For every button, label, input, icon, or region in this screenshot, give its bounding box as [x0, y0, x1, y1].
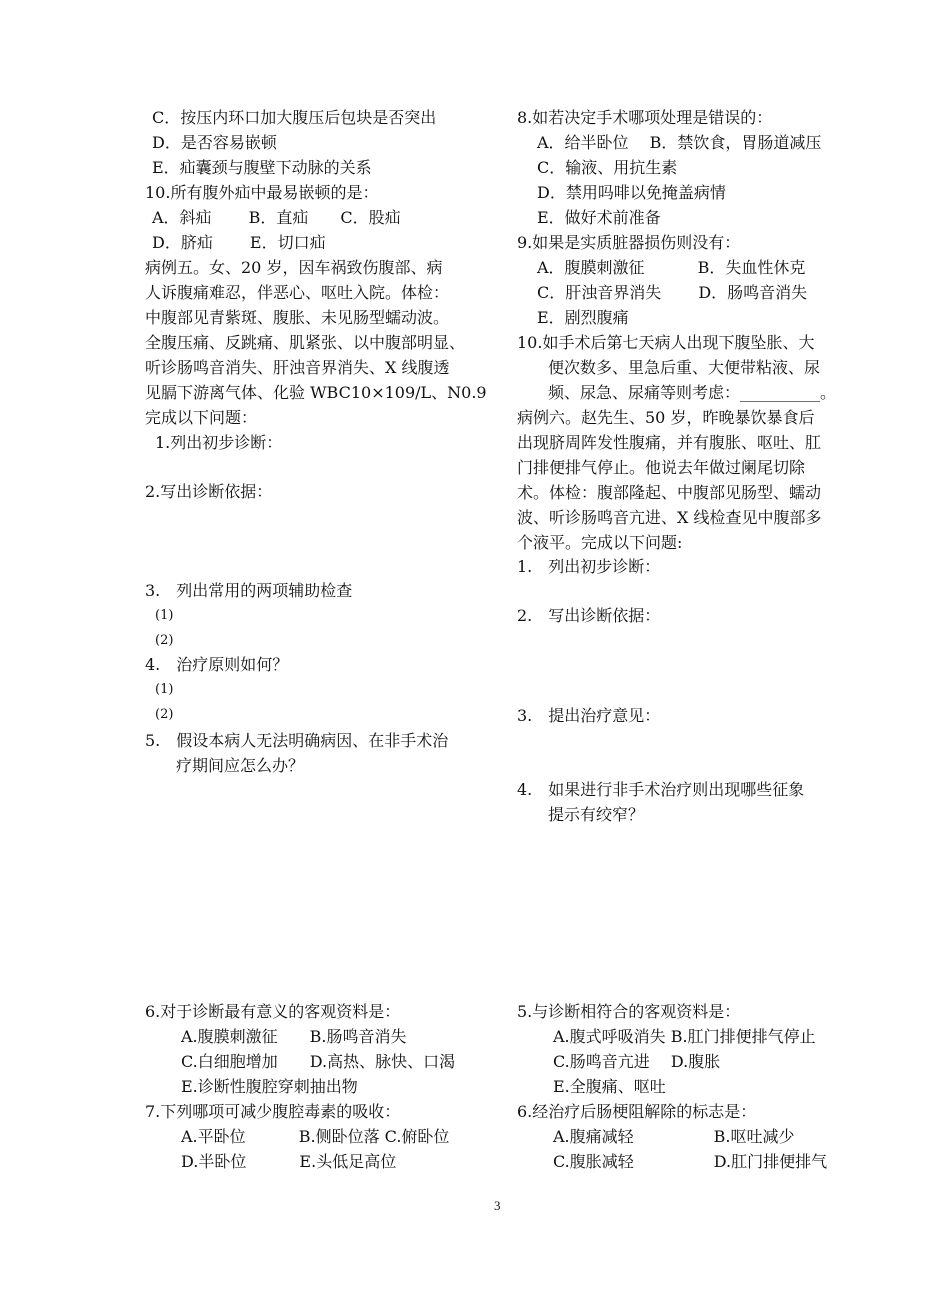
question-title: 2.写出诊断依据： [145, 482, 273, 501]
question-title: 8.如若决定手术哪项处理是错误的： [517, 108, 773, 127]
answer-options: E.全腹痛、呕吐 [553, 1077, 666, 1096]
answer-blank: (1) [155, 608, 174, 623]
case-text: 见膈下游离气体、化验 WBC10×109/L、N0.9 [145, 383, 487, 402]
case-text: 病例五。女、20 岁，因车祸致伤腹部、病 [145, 258, 443, 277]
question-title: 4. 如果进行非手术治疗则出现哪些征象 [517, 780, 805, 799]
question-title: 3. 提出治疗意见： [517, 706, 661, 725]
question-title: 3. 列出常用的两项辅助检查 [145, 581, 353, 600]
answer-options: A.腹膜刺激征 B.肠鸣音消失 [181, 1027, 407, 1046]
answer-options: C．输液、用抗生素 [537, 158, 678, 177]
question-title: 5.与诊断相符合的客观资料是： [517, 1002, 741, 1021]
case-text: 出现脐周阵发性腹痛，并有腹胀、呕吐、肛 [517, 433, 822, 452]
question-title: 2. 写出诊断依据： [517, 606, 661, 625]
case-text: 完成以下问题： [145, 408, 258, 427]
question-title: 频、尿急、尿痛等则考虑：__________。 [548, 383, 837, 402]
case-text: 波、听诊肠鸣音亢进、X 线检查见中腹部多 [517, 508, 822, 527]
question-title: 7.下列哪项可减少腹腔毒素的吸收： [145, 1102, 401, 1121]
answer-options: E．剧烈腹痛 [537, 308, 629, 327]
question-title: 疗期间应怎么办？ [176, 756, 305, 775]
answer-options: E.诊断性腹腔穿刺抽出物 [181, 1077, 358, 1096]
question-title: 6.对于诊断最有意义的客观资料是： [145, 1002, 401, 1021]
answer-options: A.腹式呼吸消失 B.肛门排便排气停止 [553, 1027, 816, 1046]
answer-options: D.半卧位 E.头低足高位 [181, 1152, 397, 1171]
answer-options: E．做好术前准备 [537, 208, 661, 227]
answer-blank: (2) [155, 633, 174, 648]
case-text: 个液平。完成以下问题: [517, 533, 683, 552]
answer-options: A．斜疝 B．直疝 C．股疝 [152, 208, 401, 227]
question-title: 1. 列出初步诊断： [517, 557, 661, 576]
case-text: 听诊肠鸣音消失、肝浊音界消失、X 线腹透 [145, 358, 450, 377]
question-title: 10.如手术后第七天病人出现下腹坠胀、大 [517, 333, 815, 352]
question-title: 提示有绞窄？ [548, 805, 645, 824]
question-title: 4. 治疗原则如何？ [145, 655, 289, 674]
answer-options: C.肠鸣音亢进 D.腹胀 [553, 1052, 721, 1071]
answer-options: D．禁用吗啡以免掩盖病情 [537, 183, 726, 202]
case-text: 中腹部见青紫斑、腹胀、未见肠型蠕动波。 [145, 308, 450, 327]
question-title: 5. 假设本病人无法明确病因、在非手术治 [145, 731, 449, 750]
question-title: 10.所有腹外疝中最易嵌顿的是： [145, 183, 379, 202]
case-text: 人诉腹痛难忍，伴恶心、呕吐入院。体检： [145, 283, 450, 302]
question-title: 1.列出初步诊断： [155, 433, 283, 452]
question-title: 9.如果是实质脏器损伤则没有： [517, 233, 741, 252]
case-text: 全腹压痛、反跳痛、肌紧张、以中腹部明显、 [145, 333, 466, 352]
answer-options: A．给半卧位 B．禁饮食，胃肠道减压 [537, 133, 822, 152]
case-text: 病例六。赵先生、50 岁，昨晚暴饮暴食后 [517, 408, 815, 427]
answer-options: C．肝浊音界消失 D．肠鸣音消失 [537, 283, 808, 302]
case-text: 门排便排气停止。他说去年做过阑尾切除 [517, 458, 806, 477]
answer-options: A.腹痛减轻 B.呕吐减少 [553, 1127, 795, 1146]
question-title: 6.经治疗后肠梗阻解除的标志是： [517, 1102, 757, 1121]
answer-options: A．腹膜刺激征 B．失血性休克 [537, 258, 806, 277]
text-line: D．是否容易嵌顿 [152, 133, 277, 152]
answer-options: C.腹胀减轻 D.肛门排便排气 [553, 1152, 828, 1171]
answer-options: A.平卧位 B.侧卧位落 C.俯卧位 [181, 1127, 450, 1146]
text-line: C．按压内环口加大腹压后包块是否突出 [152, 108, 437, 127]
answer-options: D．脐疝 E．切口疝 [152, 233, 326, 252]
answer-blank: (2) [155, 707, 174, 722]
case-text: 术。体检：腹部隆起、中腹部见肠型、蠕动 [517, 483, 822, 502]
question-title: 便次数多、里急后重、大便带粘液、尿 [548, 358, 821, 377]
answer-blank: (1) [155, 682, 174, 697]
text-line: E．疝囊颈与腹壁下动脉的关系 [152, 158, 372, 177]
answer-options: C.白细胞增加 D.高热、脉快、口渴 [181, 1052, 456, 1071]
page-number: 3 [494, 1198, 501, 1213]
